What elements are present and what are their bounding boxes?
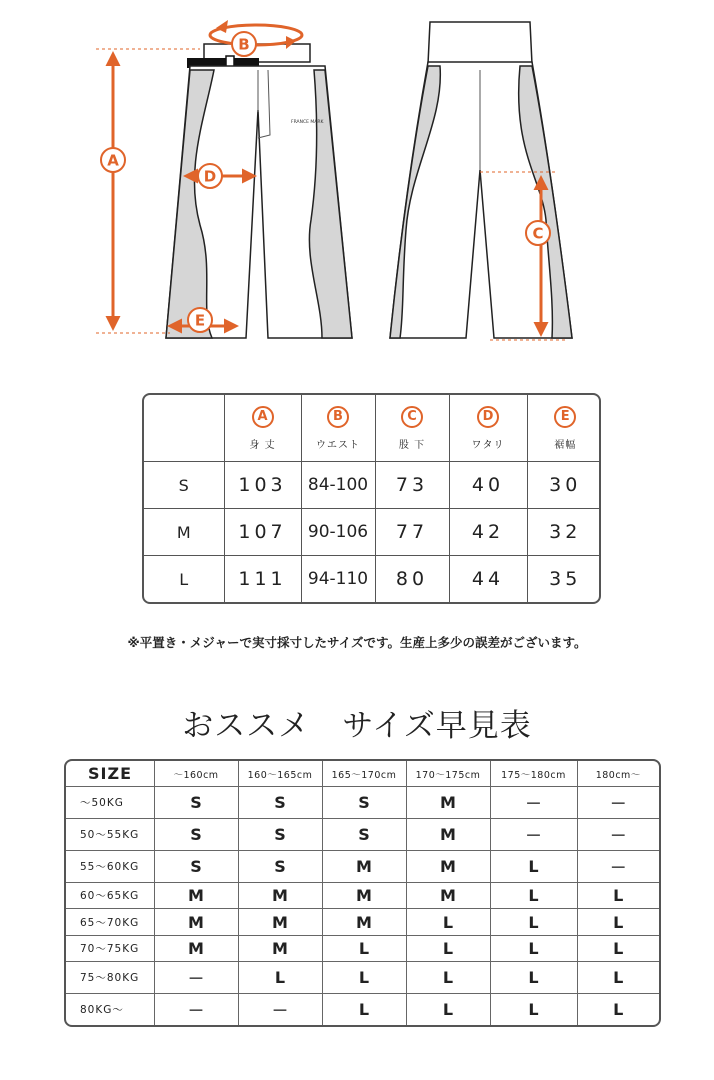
pants-measurement-diagram bbox=[0, 0, 714, 360]
header-cell bbox=[449, 395, 527, 462]
measurement-note: ※平置き・メジャーで実寸採寸したサイズです。生産上多少の誤差がございます。 bbox=[127, 635, 587, 650]
value-a: 107 bbox=[224, 509, 301, 556]
recommend-row bbox=[66, 819, 659, 851]
header-empty-cell bbox=[144, 395, 224, 462]
weight-label: 55～60KG bbox=[66, 851, 154, 883]
label-e: E bbox=[194, 311, 206, 330]
size-cell: － bbox=[154, 994, 238, 1025]
recommend-row bbox=[66, 882, 659, 909]
size-cell: － bbox=[490, 787, 577, 819]
measurement-table bbox=[144, 395, 601, 602]
column-label: ワタリ bbox=[471, 440, 505, 451]
recommend-row bbox=[66, 962, 659, 994]
height-header: 160～165cm bbox=[238, 761, 322, 787]
measurement-row bbox=[144, 509, 601, 556]
value-e: 30 bbox=[527, 462, 601, 509]
size-cell: S bbox=[154, 787, 238, 819]
value-e: 35 bbox=[527, 556, 601, 602]
size-cell: L bbox=[406, 935, 490, 962]
value-c: 77 bbox=[375, 509, 449, 556]
value-b: 94-110 bbox=[301, 556, 375, 602]
recommend-title: おススメ サイズ早見表 bbox=[182, 708, 532, 744]
height-header: 165～170cm bbox=[322, 761, 406, 787]
column-letter: D bbox=[477, 406, 499, 428]
header-cell bbox=[527, 395, 601, 462]
size-cell: L bbox=[406, 962, 490, 994]
value-d: 42 bbox=[449, 509, 527, 556]
size-cell: M bbox=[154, 909, 238, 936]
weight-label: 60～65KG bbox=[66, 882, 154, 909]
size-label: M bbox=[144, 509, 224, 556]
size-cell: M bbox=[154, 935, 238, 962]
measurement-table-box bbox=[142, 393, 601, 604]
size-cell: L bbox=[577, 994, 659, 1025]
weight-label: 75～80KG bbox=[66, 962, 154, 994]
size-cell: － bbox=[577, 819, 659, 851]
size-label: L bbox=[144, 556, 224, 602]
value-a: 103 bbox=[224, 462, 301, 509]
size-cell: M bbox=[406, 819, 490, 851]
size-cell: － bbox=[577, 851, 659, 883]
size-cell: L bbox=[238, 962, 322, 994]
height-header: 180cm～ bbox=[577, 761, 659, 787]
recommend-row bbox=[66, 994, 659, 1025]
value-d: 40 bbox=[449, 462, 527, 509]
size-cell: L bbox=[490, 851, 577, 883]
size-cell: M bbox=[406, 787, 490, 819]
column-letter: E bbox=[554, 406, 576, 428]
size-cell: L bbox=[322, 935, 406, 962]
back-view bbox=[390, 22, 572, 338]
size-cell: M bbox=[322, 882, 406, 909]
size-cell: L bbox=[490, 935, 577, 962]
front-view bbox=[166, 44, 352, 338]
value-d: 44 bbox=[449, 556, 527, 602]
weight-label: 50～55KG bbox=[66, 819, 154, 851]
brand-text: FRANCE MARK bbox=[291, 120, 324, 125]
weight-label: 70～75KG bbox=[66, 935, 154, 962]
column-letter: B bbox=[327, 406, 349, 428]
value-b: 90-106 bbox=[301, 509, 375, 556]
size-cell: L bbox=[577, 935, 659, 962]
recommend-row bbox=[66, 851, 659, 883]
recommend-header-row bbox=[66, 761, 659, 787]
size-header: SIZE bbox=[66, 761, 154, 787]
size-cell: L bbox=[490, 962, 577, 994]
column-label: 裾幅 bbox=[554, 440, 577, 451]
size-cell: － bbox=[154, 962, 238, 994]
measurement-row bbox=[144, 462, 601, 509]
column-label: 身 丈 bbox=[249, 440, 276, 451]
value-a: 111 bbox=[224, 556, 301, 602]
label-c: C bbox=[532, 224, 544, 243]
size-cell: M bbox=[322, 851, 406, 883]
header-cell bbox=[375, 395, 449, 462]
size-cell: M bbox=[238, 909, 322, 936]
size-cell: S bbox=[322, 819, 406, 851]
weight-label: ～50KG bbox=[66, 787, 154, 819]
weight-label: 80KG～ bbox=[66, 994, 154, 1025]
label-d: D bbox=[203, 167, 217, 186]
size-cell: L bbox=[406, 909, 490, 936]
size-cell: L bbox=[577, 882, 659, 909]
size-cell: － bbox=[238, 994, 322, 1025]
size-cell: L bbox=[406, 994, 490, 1025]
size-cell: M bbox=[238, 882, 322, 909]
value-c: 80 bbox=[375, 556, 449, 602]
column-label: 股 下 bbox=[398, 440, 426, 451]
size-cell: S bbox=[322, 787, 406, 819]
size-cell: － bbox=[490, 819, 577, 851]
size-cell: － bbox=[577, 787, 659, 819]
size-cell: L bbox=[490, 882, 577, 909]
size-cell: L bbox=[322, 962, 406, 994]
column-letter: C bbox=[401, 406, 423, 428]
size-cell: S bbox=[154, 819, 238, 851]
label-b: B bbox=[238, 35, 250, 54]
measurement-row bbox=[144, 556, 601, 602]
size-cell: L bbox=[577, 962, 659, 994]
recommend-row bbox=[66, 935, 659, 962]
size-cell: M bbox=[406, 851, 490, 883]
size-cell: L bbox=[577, 909, 659, 936]
size-cell: S bbox=[238, 819, 322, 851]
size-cell: S bbox=[238, 787, 322, 819]
size-cell: S bbox=[238, 851, 322, 883]
height-header: 170～175cm bbox=[406, 761, 490, 787]
value-e: 32 bbox=[527, 509, 601, 556]
size-cell: L bbox=[490, 994, 577, 1025]
value-b: 84-100 bbox=[301, 462, 375, 509]
recommend-row bbox=[66, 909, 659, 936]
size-cell: L bbox=[490, 909, 577, 936]
weight-label: 65～70KG bbox=[66, 909, 154, 936]
height-header: 175～180cm bbox=[490, 761, 577, 787]
label-a: A bbox=[107, 151, 119, 170]
recommend-row bbox=[66, 787, 659, 819]
column-letter: A bbox=[252, 406, 274, 428]
size-cell: M bbox=[154, 882, 238, 909]
value-c: 73 bbox=[375, 462, 449, 509]
size-cell: M bbox=[406, 882, 490, 909]
header-cell bbox=[224, 395, 301, 462]
size-label: S bbox=[144, 462, 224, 509]
recommend-table-box bbox=[64, 759, 661, 1027]
column-label: ウエスト bbox=[316, 440, 360, 451]
size-cell: M bbox=[322, 909, 406, 936]
size-cell: L bbox=[322, 994, 406, 1025]
size-cell: S bbox=[154, 851, 238, 883]
size-cell: M bbox=[238, 935, 322, 962]
measurement-header-row bbox=[144, 395, 601, 462]
height-header: ～160cm bbox=[154, 761, 238, 787]
recommend-table bbox=[66, 761, 659, 1025]
header-cell bbox=[301, 395, 375, 462]
